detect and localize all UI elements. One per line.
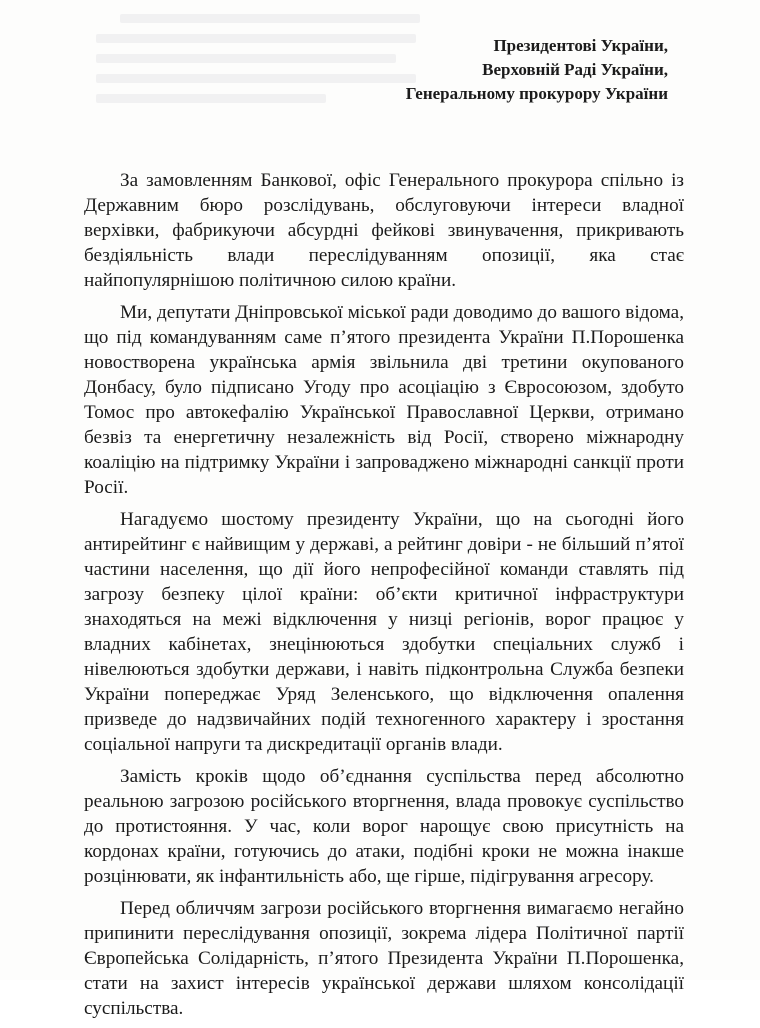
letter-body (84, 168, 684, 1028)
paragraph-4: Замість кроків щодо об’єднання суспільства перед абсолютно реальною загрозою російського вторгнення, влада провокує суспільство до протистояння. У час, коли ворог нарощує свою присутність на кордонах країни, готуючись до атаки, подібні кроки не можна інакше розцінювати, як інфантильність або, ще гірше, підігрування агресору. (84, 766, 684, 887)
addressee-prosecutor-general: Генеральному прокурору України (405, 84, 668, 103)
addressee-verkhovna-rada: Верховній Раді України, (482, 60, 668, 79)
addressee-president: Президентові України, (493, 36, 668, 55)
addressee-block (406, 34, 668, 106)
paragraph-3: Нагадуємо шостому президенту України, що на сьогодні його антирейтинг є найвищим у державі, а рейтинг довіри - не більший п’ятої частини населення, що дії його непрофесійної команди ставлять під загрозу безпеку цілої країни: об’єкти критичної інфраструктури знаходяться на межі відключення у низці регіонів, ворог працює у владних кабінетах, знецінюються здобутки спеціальних служб і нівелюються здобутки держави, і навіть підконтрольна Служба безпеки України попереджає Уряд Зеленського, що відключення опалення призведе до надзвичайних подій техногенного характеру і зростання соціальної напруги та дискредитації органів влади. (84, 509, 684, 755)
paragraph-2: Ми, депутати Дніпровської міської ради доводимо до вашого відома, що під командуванням саме п’ятого президента України П.Порошенка новостворена українська армія звільнила дві третини окупованого Донбасу, було підписано Угоду про асоціацію з Євросоюзом, здобуто Томос про автокефалію Української Православної Церкви, отримано безвіз та енергетичну незалежність від Росії, створено міжнародну коаліцію на підтримку України і запроваджено міжнародні санкції проти Росії. (84, 302, 684, 498)
paragraph-1: За замовленням Банкової, офіс Генерального прокурора спільно із Державним бюро розслідувань, обслуговуючи інтереси владної верхівки, фабрикуючи абсурдні фейкові звинувачення, прикривають бездіяльність влади переслідуванням опозиції, яка стає найпопулярнішою політичною силою країни. (84, 170, 684, 291)
paragraph-5: Перед обличчям загрози російського вторгнення вимагаємо негайно припинити переслідування опозиції, зокрема лідера Політичної партії Європейська Солідарність, п’ятого Президента України П.Порошенка, стати на захист інтересів української держави шляхом консолідації суспільства. (84, 898, 684, 1019)
